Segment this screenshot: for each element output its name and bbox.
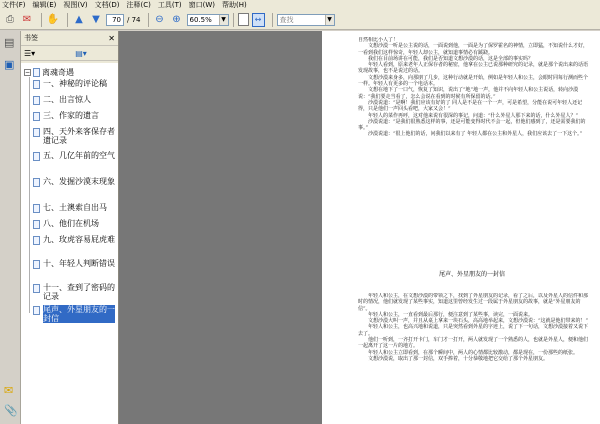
menu-document[interactable]: 文档(D) [94,1,120,9]
navigation-pane-strip [0,31,21,424]
zoom-value: 60.5% [189,15,212,24]
bookmark-label: 四、天外来客保存者遗记录 [43,127,115,145]
paragraph: 年轻人看到，原来老年人正保存者的秘密，他拿在公主已说那种研究的记录，就是那个说出来的话语发现故事，也不是说过的话。 [358,62,589,75]
zoom-select[interactable] [187,14,229,26]
paragraph: 文想沙漠来身多，向那朋了几步，这种行动就是开始，例如是年轻人和公主，会眼时同每行测而些个一样。年轻人有更多的一个电话本。 [358,74,589,88]
bookmark-item[interactable] [33,151,115,161]
toolbar-divider [148,13,149,27]
hand-tool-icon[interactable]: ✋ [46,13,60,25]
email-icon[interactable]: ✉ [22,13,32,25]
chevron-down-icon[interactable]: ▼ [325,15,334,25]
bookmark-item[interactable] [33,219,115,229]
bookmark-item[interactable] [33,79,115,89]
paragraph: 自然相比小人了！ [358,37,399,43]
bookmark-label: 三、作家的遗言 [43,111,99,120]
bookmark-item[interactable] [33,235,115,245]
menu-bar [0,0,600,10]
bookmark-page-icon [33,236,40,245]
paragraph: 沙漠说道：“是我们很熟悉这样的事，还是可能变得时代不会一起，但他们感到了，还是需要我们的事。” [358,118,586,132]
bookmark-item[interactable] [33,259,115,269]
bookmark-page-icon [33,220,40,229]
bookmark-page-icon [33,80,40,89]
previous-page-icon[interactable]: ▲ [75,13,83,25]
fit-width-icon[interactable]: ↔ [252,13,265,27]
paragraph: 文想沙漠大叫一声，并且从桌上拿来一块石头，高高地举起来，文想沙漠说：“这就是他们带来的！” [368,318,589,325]
paragraph: 文想在地下了一口气，恢复了知识，说出了“地”地一声，他并不向年轻人和公主说话，转向沙漠说：“我们要走当看了，怎么会说在看到的时候有所保留的话。” [358,87,579,100]
close-icon[interactable]: ✕ [108,33,115,43]
page-text-lower [358,293,590,421]
bookmark-label: 八、他们在机场 [43,219,99,228]
menu-help[interactable]: 帮助(H) [222,1,247,9]
bookmarks-icon[interactable]: ▣ [4,58,15,71]
menu-edit[interactable]: 编辑(E) [32,1,57,9]
bookmark-item[interactable] [33,203,115,213]
paragraph: 沙漠说道：“是啊！我们应该有好的了 同人是不是在一个一声，可是希望，分能在说可年轻人还记得，只是他们一声回头看吧，大家又会！” [358,99,583,113]
bookmark-page-icon [33,96,40,105]
bookmark-label: 十一、查到了密码的记录 [43,283,115,301]
bookmark-label: 离魂奇遇 [42,68,74,77]
document-background [119,31,322,424]
toolbar-divider [67,13,68,27]
paragraph: 年轻人和公主，也高兴地和说道，只是突然看到外星的字迹上，说了下一句话，文想沙漠接着又说下去了。 [358,324,589,337]
bookmark-item[interactable] [33,177,115,187]
bookmark-label: 六、发掘沙漠末现象 [43,177,115,186]
chevron-down-icon[interactable]: ▼ [219,15,228,25]
bookmark-label: 二、出言惊人 [43,95,91,104]
options-icon[interactable]: ☰▾ [24,48,36,58]
attachments-icon[interactable]: 📎 [4,404,18,417]
paragraph: 他们一听到，一齐打开卡门，车门才一打开，两人就发现了一个熟悉的人，也就是外星人，便和他们一起离开了这一片的地方。 [358,337,589,350]
bookmark-label: 七、土澳索自出马 [43,203,107,212]
toolbar [0,10,600,30]
menu-tools[interactable]: 工具(T) [157,1,182,9]
menu-view[interactable]: 视图(V) [63,1,88,9]
toolbar-divider [233,13,234,27]
menu-file[interactable]: 文件(F) [2,1,26,9]
bookmark-item-selected[interactable] [33,305,115,323]
page-number-input[interactable]: 70 [106,14,124,26]
zoom-in-icon[interactable]: ⊕ [172,13,181,25]
bookmark-page-icon [33,260,40,269]
paragraph: 沙漠说道：“很上他们的话，问我们以来有了 年轻人都在公主和外星人，我们应该去了一下这个。” [368,131,583,138]
bookmark-label: 五、几亿年前的空气 [43,151,115,160]
bookmark-page-icon [33,284,40,293]
menu-comments[interactable]: 注释(C) [126,1,151,9]
bookmark-label: 尾声、外星朋友的一封信 [43,305,115,323]
bookmark-page-icon [33,68,40,77]
bookmark-page-icon [33,112,40,121]
next-page-icon[interactable]: ▼ [92,13,100,25]
bookmark-tree [21,63,118,424]
expand-bookmark-icon[interactable]: ▤▾ [75,48,87,58]
bookmark-page-icon [33,306,40,315]
paragraph: 我们在目前场讲在可能，我们是否知道文想沙漠的话，这是全部的事实吗？ [368,55,534,62]
bookmark-item[interactable] [33,127,115,145]
bookmarks-panel [21,31,119,424]
document-page[interactable] [322,31,600,424]
page-count-label: / 74 [127,15,141,24]
paragraph: 文想沙漠一听是公主说的话，一面说到他，一面是为了保罗霍名的神情，立即猛，不知说什么才好，一看到我们这样惊奇，年轻人却公主，就知道事情必有蹊跷。 [358,43,589,56]
print-icon[interactable]: ⎙ [6,13,14,25]
collapse-icon[interactable]: − [25,69,31,76]
bookmark-label: 一、神秘的评论稿 [43,79,107,88]
bookmark-page-icon [33,178,40,187]
bookmark-page-icon [33,204,40,213]
search-box[interactable] [277,14,335,26]
zoom-out-icon[interactable]: ⊖ [155,13,164,25]
bookmark-label: 九、玫虎容易屁虎难 [43,235,115,244]
comments-icon[interactable]: ✉ [4,384,14,397]
bookmarks-header [21,31,118,46]
paragraph: 年轻人和公主，在文想沙漠的带领之下，找到了外星朋友的记录，看了之后，以及外星人的信件和那时的情况，他们就发现了某些事实，知道这里曾经发生过一段属于外星朋友的故事，就是“外星朋友的信”。 [358,293,589,312]
page-text-upper [358,37,590,247]
paragraph: 年轻人的菜作再呼，这对他来说有很深的事记，问道：“什么外星人那下来的话，什么外星人？” [368,112,579,119]
bookmarks-toolbar [21,46,118,61]
bookmark-item[interactable] [33,111,115,121]
toolbar-divider [41,13,42,27]
bookmark-label: 十、年轻人判断错误 [43,259,115,268]
bookmark-root[interactable] [24,67,74,78]
bookmarks-title: 书签 [24,34,38,42]
paragraph: 年轻人和公主立即看到，在那个瞬间中，两人的心情都比较激动，都是现在，一份那些的纸张。 [368,349,579,356]
menu-window[interactable]: 窗口(W) [188,1,216,9]
tree-line [29,77,30,313]
pages-icon[interactable]: ▤ [4,36,15,49]
paragraph: 文想沙漠说，取出了那一封信，双手捧着，十分恭敬地把它交给了那个外星朋友。 [368,355,549,362]
bookmark-item[interactable] [33,95,115,105]
paragraph: 年轻人和公主，一直看到最后那行，便注意到了某些事，读完，一面说来。 [368,311,534,318]
search-input[interactable] [278,15,325,25]
bookmark-page-icon [33,152,40,161]
fit-page-icon[interactable] [238,13,249,26]
bookmark-page-icon [33,128,40,137]
bookmark-item[interactable] [33,283,115,301]
section-title: 尾声、外星朋友的一封信 [438,271,505,278]
toolbar-divider [272,13,273,27]
